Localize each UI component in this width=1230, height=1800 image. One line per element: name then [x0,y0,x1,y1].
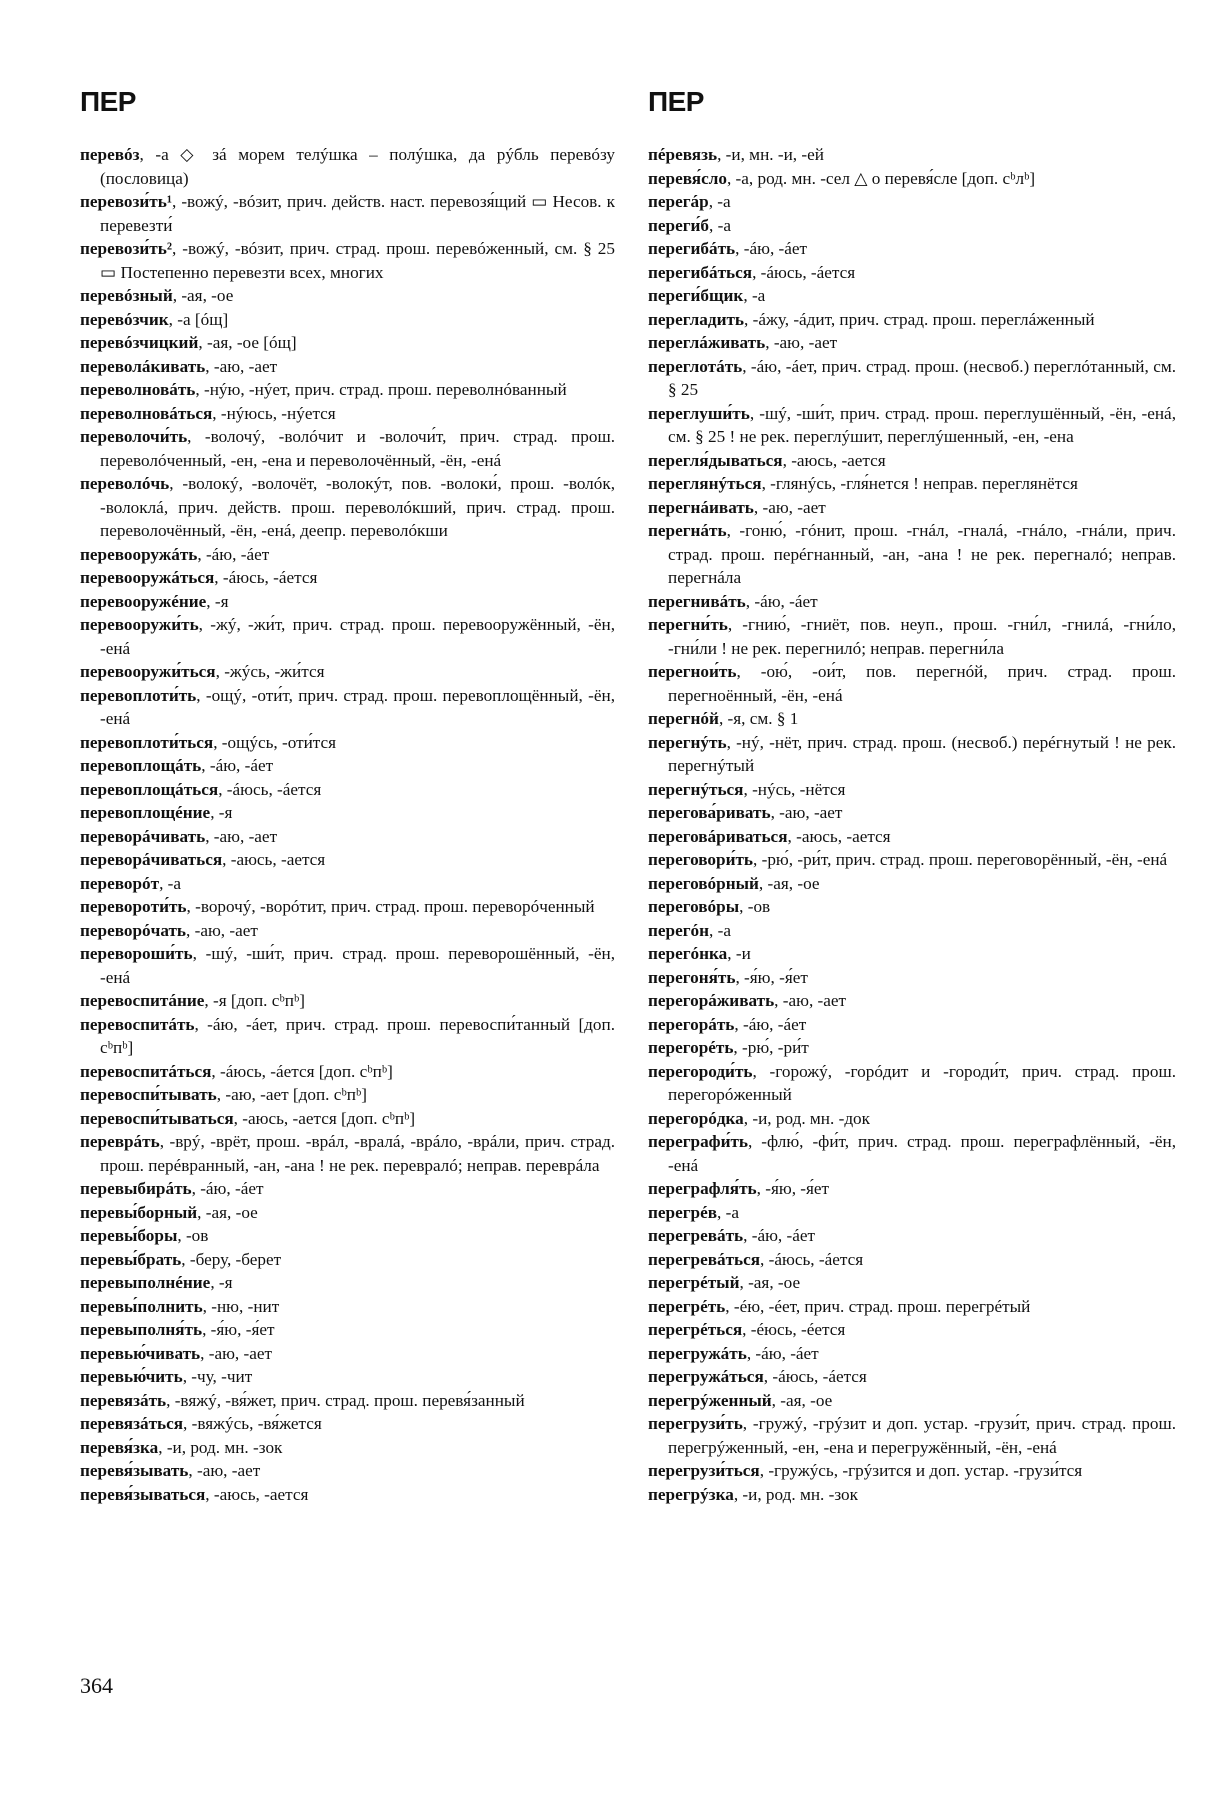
entry-headword: перевооружéние [80,591,207,611]
entry-definition: , -éюсь, -éется [742,1320,846,1339]
entry-headword: перевы́борный [80,1202,198,1222]
dictionary-entry [80,895,615,919]
dictionary-entry [648,590,1176,614]
entry-headword: перегóнка [648,944,728,963]
entry-headword: перегорóдка [648,1108,744,1128]
dictionary-entry [648,167,1176,191]
dictionary-entry [80,1107,615,1131]
entry-definition: , -ню, -нит [202,1296,280,1316]
entry-headword: перевью́чить [80,1367,183,1386]
dictionary-entry [80,566,615,590]
entry-definition: , -жýсь, -жи́тся [215,662,325,681]
entry-definition: , -и [727,944,751,963]
entry-headword: перевязáться [80,1414,184,1433]
dictionary-entry [648,1459,1176,1483]
entry-headword: переворáчиваться [80,850,223,869]
entry-definition: , -áюсь, -áется [752,262,856,282]
dictionary-entry [648,355,1176,402]
dictionary-entry [80,1318,615,1342]
dictionary-entry [648,778,1176,802]
entry-definition: , -а [717,1202,739,1222]
entry-definition: , -рю́, -ри́т, прич. страд. прош. переговорённый, -ён, -енá [753,850,1168,869]
entry-definition: , -аю, -ает [765,333,838,352]
dictionary-entry [648,1483,1176,1507]
entry-definition: , -ая, -ое [739,1273,801,1292]
entry-definition: , -а [óщ] [168,309,229,329]
entry-headword: перегорéть [648,1038,734,1057]
dictionary-entry [648,919,1176,943]
dictionary-entry [648,214,1176,238]
entry-definition: , -аю, -ает [205,356,278,376]
entry-headword: перевооружи́ть [80,615,199,634]
dictionary-entry [80,1389,615,1413]
entry-definition: , -гоню́, -гóнит, прош. -гнáл, -гналá, -гнáло, -гнáли, прич. страд. прош. перéгнанный, -ан, -ана ! не рек. перегналó; неправ. перегнáла [668,521,1176,587]
dictionary-entry [80,754,615,778]
dictionary-entry [648,1365,1176,1389]
entry-headword: перевози́ть¹ [80,192,172,211]
entry-headword: перегрéв [648,1202,717,1222]
entry-headword: перевыполнéние [80,1273,211,1292]
dictionary-entry [80,1130,615,1177]
dictionary-entry [80,472,615,543]
entry-definition: , -ая, -ое [óщ] [198,333,297,352]
entry-headword: переврáть [80,1132,160,1151]
entry-headword: перевоспи́тываться [80,1108,234,1128]
entry-definition: , -áю, -áет [201,756,274,775]
running-header-right: ПЕР [648,86,704,117]
dictionary-entry [648,331,1176,355]
entry-headword: перевы́полнить [80,1296,203,1316]
dictionary-entry [648,848,1176,872]
entry-definition: , -гнию́, -гниёт, пов. неуп., прош. -гни́л, -гнилá, -гни́ло, -гни́ли ! не рек. перегнилó; неправ. перегни́ла [668,615,1176,658]
entry-definition: , -я́ю, -я́ет [202,1320,275,1339]
entry-headword: переволочи́ть [80,427,188,446]
dictionary-entry [80,378,615,402]
dictionary-entry [80,1412,615,1436]
dictionary-entry [80,778,615,802]
entry-definition: , -áю, -áет [743,1226,815,1245]
dictionary-entry [80,848,615,872]
entry-headword: перегни́ть [648,615,728,634]
entry-definition: , -гружýсь, -грýзится и доп. устар. -грузи́тся [759,1461,1083,1480]
entry-headword: перевы́брать [80,1249,182,1269]
entry-headword: переговори́ть [648,850,754,869]
entry-definition: , -а [709,215,731,235]
entry-definition: , -ов [177,1226,209,1245]
entry-headword: перевóз [80,145,140,164]
entry-definition: , -вяжýсь, -вя́жется [183,1414,322,1433]
dictionary-entry [648,449,1176,473]
entry-headword: переглáживать [648,333,766,352]
dictionary-entry [648,895,1176,919]
entry-headword: перегля́дываться [648,450,783,470]
dictionary-entry [648,989,1176,1013]
entry-headword: перевоплощéние [80,803,211,822]
entry-definition: , -а [159,873,182,893]
entry-headword: перегибáться [648,262,753,282]
entry-headword: перевя́зка [80,1437,159,1457]
entry-headword: перегрaфи́ть [648,1132,749,1151]
entry-definition: , -éю, -éет, прич. страд. прош. перегрéтый [725,1296,1031,1316]
entry-headword: переворóт [80,873,160,893]
dictionary-entry [80,190,615,237]
entry-definition: , -аюсь, -ается [787,826,891,846]
entry-definition: , -а [709,920,731,940]
entry-definition: , -аю, -ает [770,803,843,822]
dictionary-entry [80,684,615,731]
entry-definition: , -áюсь, -áется [763,1367,867,1386]
entry-definition: , -аю, -ает [доп. сᵇпᵇ] [216,1085,367,1104]
dictionary-entry [80,308,615,332]
dictionary-entry [80,660,615,684]
entry-definition: , -аю, -ает [205,826,278,846]
dictionary-entry [648,1412,1176,1459]
entry-definition: , -вяжý, -вя́жет, прич. страд. прош. перевя́занный [166,1390,525,1410]
entry-headword: перегрéть [648,1296,726,1316]
dictionary-entry [80,1013,615,1060]
entry-definition: , -áю, -áет, прич. страд. прош. (несвоб.) переглóтанный, см. § 25 [668,356,1176,399]
entry-definition: , -волокý, -волочёт, -волокýт, пов. -волоки́, прош. -волóк, -волоклá, прич. действ. прош. переволóкший, прич. страд. прош. переволочённый, -ён, -енá, деепр. переволóкши [100,474,615,540]
entry-definition: , -шý, -ши́т, прич. страд. прош. переворошённый, -ён, -енá [100,944,615,987]
page-number: 364 [80,1673,113,1698]
entry-definition: , -я [206,591,229,611]
dictionary-entry [648,1389,1176,1413]
entry-headword: перегибáть [648,239,736,258]
dictionary-entry [648,613,1176,660]
entry-headword: переги́б [648,215,710,235]
entry-definition: , -áюсь, -áется [214,568,318,587]
dictionary-entry [80,1342,615,1366]
entry-headword: перегружáть [648,1343,747,1363]
entry-definition: , -аю, -ает [186,920,258,940]
entry-headword: перевóзчик [80,309,169,329]
entry-definition: , -я́ю, -я́ет [735,967,808,987]
dictionary-entry [648,801,1176,825]
entry-headword: перевя́зываться [80,1484,206,1504]
entry-definition: , -áюсь, -áется [760,1249,864,1269]
dictionary-entry [648,1201,1176,1225]
dictionary-entry [648,1318,1176,1342]
dictionary-entry [80,1177,615,1201]
entry-definition: , -и, род. мн. -док [743,1108,871,1128]
entry-definition: , -а [708,192,731,211]
entry-definition: , -ая, -ое [758,873,820,893]
entry-headword: переволáкивать [80,356,206,376]
entry-definition: , -áю, -áет [745,591,818,611]
entry-definition: , -а, род. мн. -сел △ о перевя́сле [доп. сᵇлᵇ] [726,168,1036,188]
entry-definition: , -ощý, -оти́т, прич. страд. прош. перевоплощённый, -ён, -енá [100,685,615,728]
entry-definition: , -я, см. § 1 [718,709,799,728]
entry-headword: перегóн [648,920,710,940]
entry-definition: , -ою́, -ои́т, пов. перегнóй, прич. страд. прош. перегноённый, -ён, -енá [668,662,1176,705]
entry-definition: , -волочý, -волóчит и -волочи́т, прич. страд. прош. переволóченный, -ен, -ена и переволочённый, -ён, -енá [100,427,615,470]
entry-definition: , -я [210,803,233,822]
entry-definition: , -аю, -ает [200,1343,273,1363]
entry-headword: переглотáть [648,356,743,376]
dictionary-entry [648,472,1176,496]
entry-headword: перевоплоти́ть [80,685,197,705]
entry-headword: перевóзный [80,286,173,305]
entry-definition: , -аюсь, -ается [782,450,886,470]
entry-headword: переглянýться [648,474,762,493]
dictionary-entry [648,237,1176,261]
entry-definition: , -ая, -ое [172,286,234,305]
dictionary-entry [80,1271,615,1295]
entry-headword: перегрузи́ть [648,1414,743,1433]
entry-definition: , -áюсь, -áется [218,779,322,799]
entry-headword: перегрaфля́ть [648,1179,757,1198]
entry-definition: , -флю́, -фи́т, прич. страд. прош. перегрaфлённый, -ён, -енá [668,1132,1176,1175]
dictionary-entry [80,143,615,190]
dictionary-entry [80,1201,615,1225]
entry-definition: , -аю, -ает [774,991,847,1010]
dictionary-entry [80,801,615,825]
entry-headword: переговóры [648,897,740,916]
entry-headword: перегова́ривать [648,803,771,822]
dictionary-entry [648,966,1176,990]
entry-headword: переволóчь [80,474,170,493]
entry-headword: перевы́боры [80,1226,178,1245]
entry-headword: переворóчать [80,920,187,940]
entry-headword: перевью́чивать [80,1343,201,1363]
entry-definition: , -аюсь, -ается [205,1484,309,1504]
entry-headword: переволновáться [80,403,213,423]
dictionary-entry [648,872,1176,896]
entry-headword: перегружáться [648,1367,764,1386]
dictionary-entry [648,660,1176,707]
dictionary-entry [80,237,615,284]
dictionary-entry [648,496,1176,520]
entry-definition: , -вожý, -вóзит, прич. действ. наст. перевозя́щий ▭ Несов. к перевезти́ [100,192,615,235]
dictionary-entry [80,425,615,472]
dictionary-entry [80,1459,615,1483]
entry-definition: , -áю, -áет [746,1343,819,1363]
entry-headword: перегладить [648,309,745,329]
dictionary-entry [648,1130,1176,1177]
entry-definition: , -рю́, -ри́т [733,1038,809,1057]
entry-headword: перегрéться [648,1320,743,1339]
dictionary-entry [80,1365,615,1389]
entry-headword: перегнáивать [648,497,754,517]
entry-headword: перегнивáть [648,591,746,611]
entry-headword: пéревязь [648,145,718,164]
entry-headword: переги́бщик [648,286,744,305]
entry-headword: перевооружáться [80,568,215,587]
entry-definition: , -áжу, -áдит, прич. страд. прош. переглáженный [744,309,1095,329]
dictionary-entry [648,1107,1176,1131]
entry-headword: перевооружи́ться [80,662,216,681]
entry-definition: , -чу, -чит [182,1367,253,1386]
entry-definition: , -аю, -ает [188,1461,261,1480]
dictionary-entry [80,919,615,943]
entry-definition: , -áю, -áет [735,239,808,258]
dictionary-entry [80,731,615,755]
dictionary-entry [80,1483,615,1507]
dictionary-entry [80,1295,615,1319]
entry-headword: перевоплоти́ться [80,732,214,752]
entry-definition: , -áю, -áет, прич. страд. прош. перевоспи́танный [доп. сᵇпᵇ] [100,1014,615,1057]
entry-definition: , -вожý, -вóзит, прич. страд. прош. перевóженный, см. § 25 ▭ Постепенно перевезти всех, многих [100,239,615,282]
dictionary-entry [648,942,1176,966]
entry-definition: , -ощýсь, -оти́тся [213,732,337,752]
dictionary-entry [648,1224,1176,1248]
entry-headword: перегрéтый [648,1273,740,1292]
entry-headword: перевязáть [80,1390,167,1410]
entry-headword: перевоспи́тывать [80,1085,217,1104]
dictionary-entry [80,590,615,614]
right-column [648,143,1176,1506]
entry-definition: , -ов [739,897,771,916]
entry-headword: переволновáть [80,380,196,399]
dictionary-entry [648,1295,1176,1319]
dictionary-entry [80,1083,615,1107]
entry-headword: перегнýть [648,732,727,752]
entry-definition: , -ая, -ое [771,1390,833,1410]
entry-definition: , -нýю, -нýет, прич. страд. прош. переволнóванный [195,380,567,399]
entry-headword: перегнýться [648,779,744,799]
entry-definition: , -врý, -врёт, прош. -врáл, -вралá, -врáло, -врáли, прич. страд. прош. перéвранный, -ан, -ана ! не рек. переврaлó; неправ. переврáла [100,1132,615,1175]
dictionary-entry [80,402,615,426]
entry-definition: , -и, мн. -и, -ей [717,145,824,164]
entry-definition: , -áю, -áет [191,1179,264,1198]
dictionary-entry [80,1060,615,1084]
entry-definition: , -беру, -берет [181,1249,282,1269]
entry-headword: перегрýзка [648,1484,734,1504]
dictionary-entry [80,872,615,896]
entry-definition: , -áю, -áет [734,1014,807,1034]
dictionary-entry [648,825,1176,849]
dictionary-entry [80,942,615,989]
dictionary-entry [80,284,615,308]
entry-definition: , -нý, -нёт, прич. страд. прош. (несвоб.) перéгнутый ! не рек. перегнýтый [668,732,1176,775]
dictionary-entry [648,1271,1176,1295]
entry-headword: перегрýженный [648,1390,772,1410]
entry-headword: перегороди́ть [648,1061,753,1081]
entry-definition: , -гружý, -грýзит и доп. устар. -грузи́т, прич. страд. прош. перегрýженный, -ен, -ена и перегружённый, -ён, -енá [668,1414,1176,1457]
entry-headword: перевози́ть² [80,239,172,258]
dictionary-entry [648,519,1176,590]
entry-definition: , -шý, -ши́т, прич. страд. прош. переглушённый, -ён, -енá, см. § 25 ! не рек. переглýшит, переглýшенный, -ен, -ена [668,403,1176,446]
entry-headword: переговóрный [648,873,759,893]
entry-definition: , -áю, -áет [197,544,270,564]
running-header-left: ПЕР [80,86,136,117]
entry-definition: , -ворочý, -ворóтит, прич. страд. прош. переворóченный [186,897,595,916]
dictionary-entry [80,1248,615,1272]
entry-headword: перегнáть [648,521,727,540]
dictionary-entry [80,989,615,1013]
entry-headword: перегревáть [648,1226,744,1245]
entry-headword: переворáчивать [80,826,206,846]
entry-headword: перевоспитáть [80,1014,195,1034]
entry-definition: , -жý, -жи́т, прич. страд. прош. перевооружённый, -ён, -енá [100,615,615,658]
entry-definition: , -я [доп. сᵇпᵇ] [204,991,305,1010]
entry-definition: , -ая, -ое [197,1202,258,1222]
entry-definition: , -а [743,286,766,305]
dictionary-entry [648,1177,1176,1201]
entry-definition: , -а ◇ зá морем телýшка – полýшка, да рýбль перевóзу (пословица) [100,145,615,188]
entry-headword: перевороши́ть [80,944,193,963]
dictionary-entry [80,1436,615,1460]
entry-headword: перегнóй [648,709,719,728]
entry-definition: , -я́ю, -я́ет [756,1179,830,1198]
dictionary-entry [648,1036,1176,1060]
dictionary-entry [80,543,615,567]
entry-headword: перевя́сло [648,168,727,188]
entry-headword: перегревáться [648,1249,761,1269]
dictionary-entry [648,1342,1176,1366]
entry-headword: перегорáть [648,1014,735,1034]
entry-definition: , -áюсь, -áется [доп. сᵇпᵇ] [211,1061,393,1081]
entry-definition: , -горожý, -горóдит и -городи́т, прич. страд. прош. перегорóженный [668,1061,1176,1104]
dictionary-entry [648,731,1176,778]
dictionary-entry [80,1224,615,1248]
entry-headword: переглуши́ть [648,403,750,423]
entry-definition: , -нýсь, -нётся [743,779,846,799]
dictionary-entry [648,308,1176,332]
dictionary-entry [648,190,1176,214]
dictionary-entry [80,825,615,849]
entry-definition: , -глянýсь, -гля́нется ! неправ. переглянётся [761,474,1078,493]
entry-definition: , -аю, -ает [753,497,826,517]
dictionary-entry [648,1013,1176,1037]
dictionary-entry [648,284,1176,308]
entry-headword: перегоня́ть [648,967,736,987]
entry-headword: перевя́зывать [80,1461,189,1480]
entry-headword: перегнои́ть [648,662,737,681]
entry-definition: , -я [210,1273,233,1292]
entry-definition: , -и, род. мн. -зок [158,1437,283,1457]
dictionary-entry [648,1248,1176,1272]
entry-headword: переворoти́ть [80,897,187,916]
entry-definition: , -нýюсь, -нýется [212,403,336,423]
entry-headword: переговáриваться [648,826,788,846]
entry-definition: , -аюсь, -ается [доп. сᵇпᵇ] [233,1108,416,1128]
entry-headword: перегрузи́ться [648,1461,760,1480]
entry-definition: , -и, род. мн. -зок [733,1484,858,1504]
entry-headword: перевоплощáть [80,756,202,775]
dictionary-entry [80,613,615,660]
dictionary-entry [648,261,1176,285]
dictionary-entry [648,402,1176,449]
entry-headword: перевоспитáние [80,991,205,1010]
dictionary-entry [648,1060,1176,1107]
entry-headword: перегáр [648,192,709,211]
entry-headword: перевоплощáться [80,779,219,799]
entry-headword: перегорáживать [648,991,775,1010]
entry-headword: перевóзчицкий [80,333,199,352]
dictionary-entry [80,331,615,355]
dictionary-entry [648,143,1176,167]
left-column [80,143,615,1506]
entry-headword: перевоспитáться [80,1061,212,1081]
dictionary-entry [80,355,615,379]
entry-headword: перевыполня́ть [80,1320,203,1339]
entry-headword: перевыбирáть [80,1179,192,1198]
dictionary-entry [648,707,1176,731]
entry-definition: , -аюсь, -ается [222,850,326,869]
entry-headword: перевооружáть [80,544,198,564]
